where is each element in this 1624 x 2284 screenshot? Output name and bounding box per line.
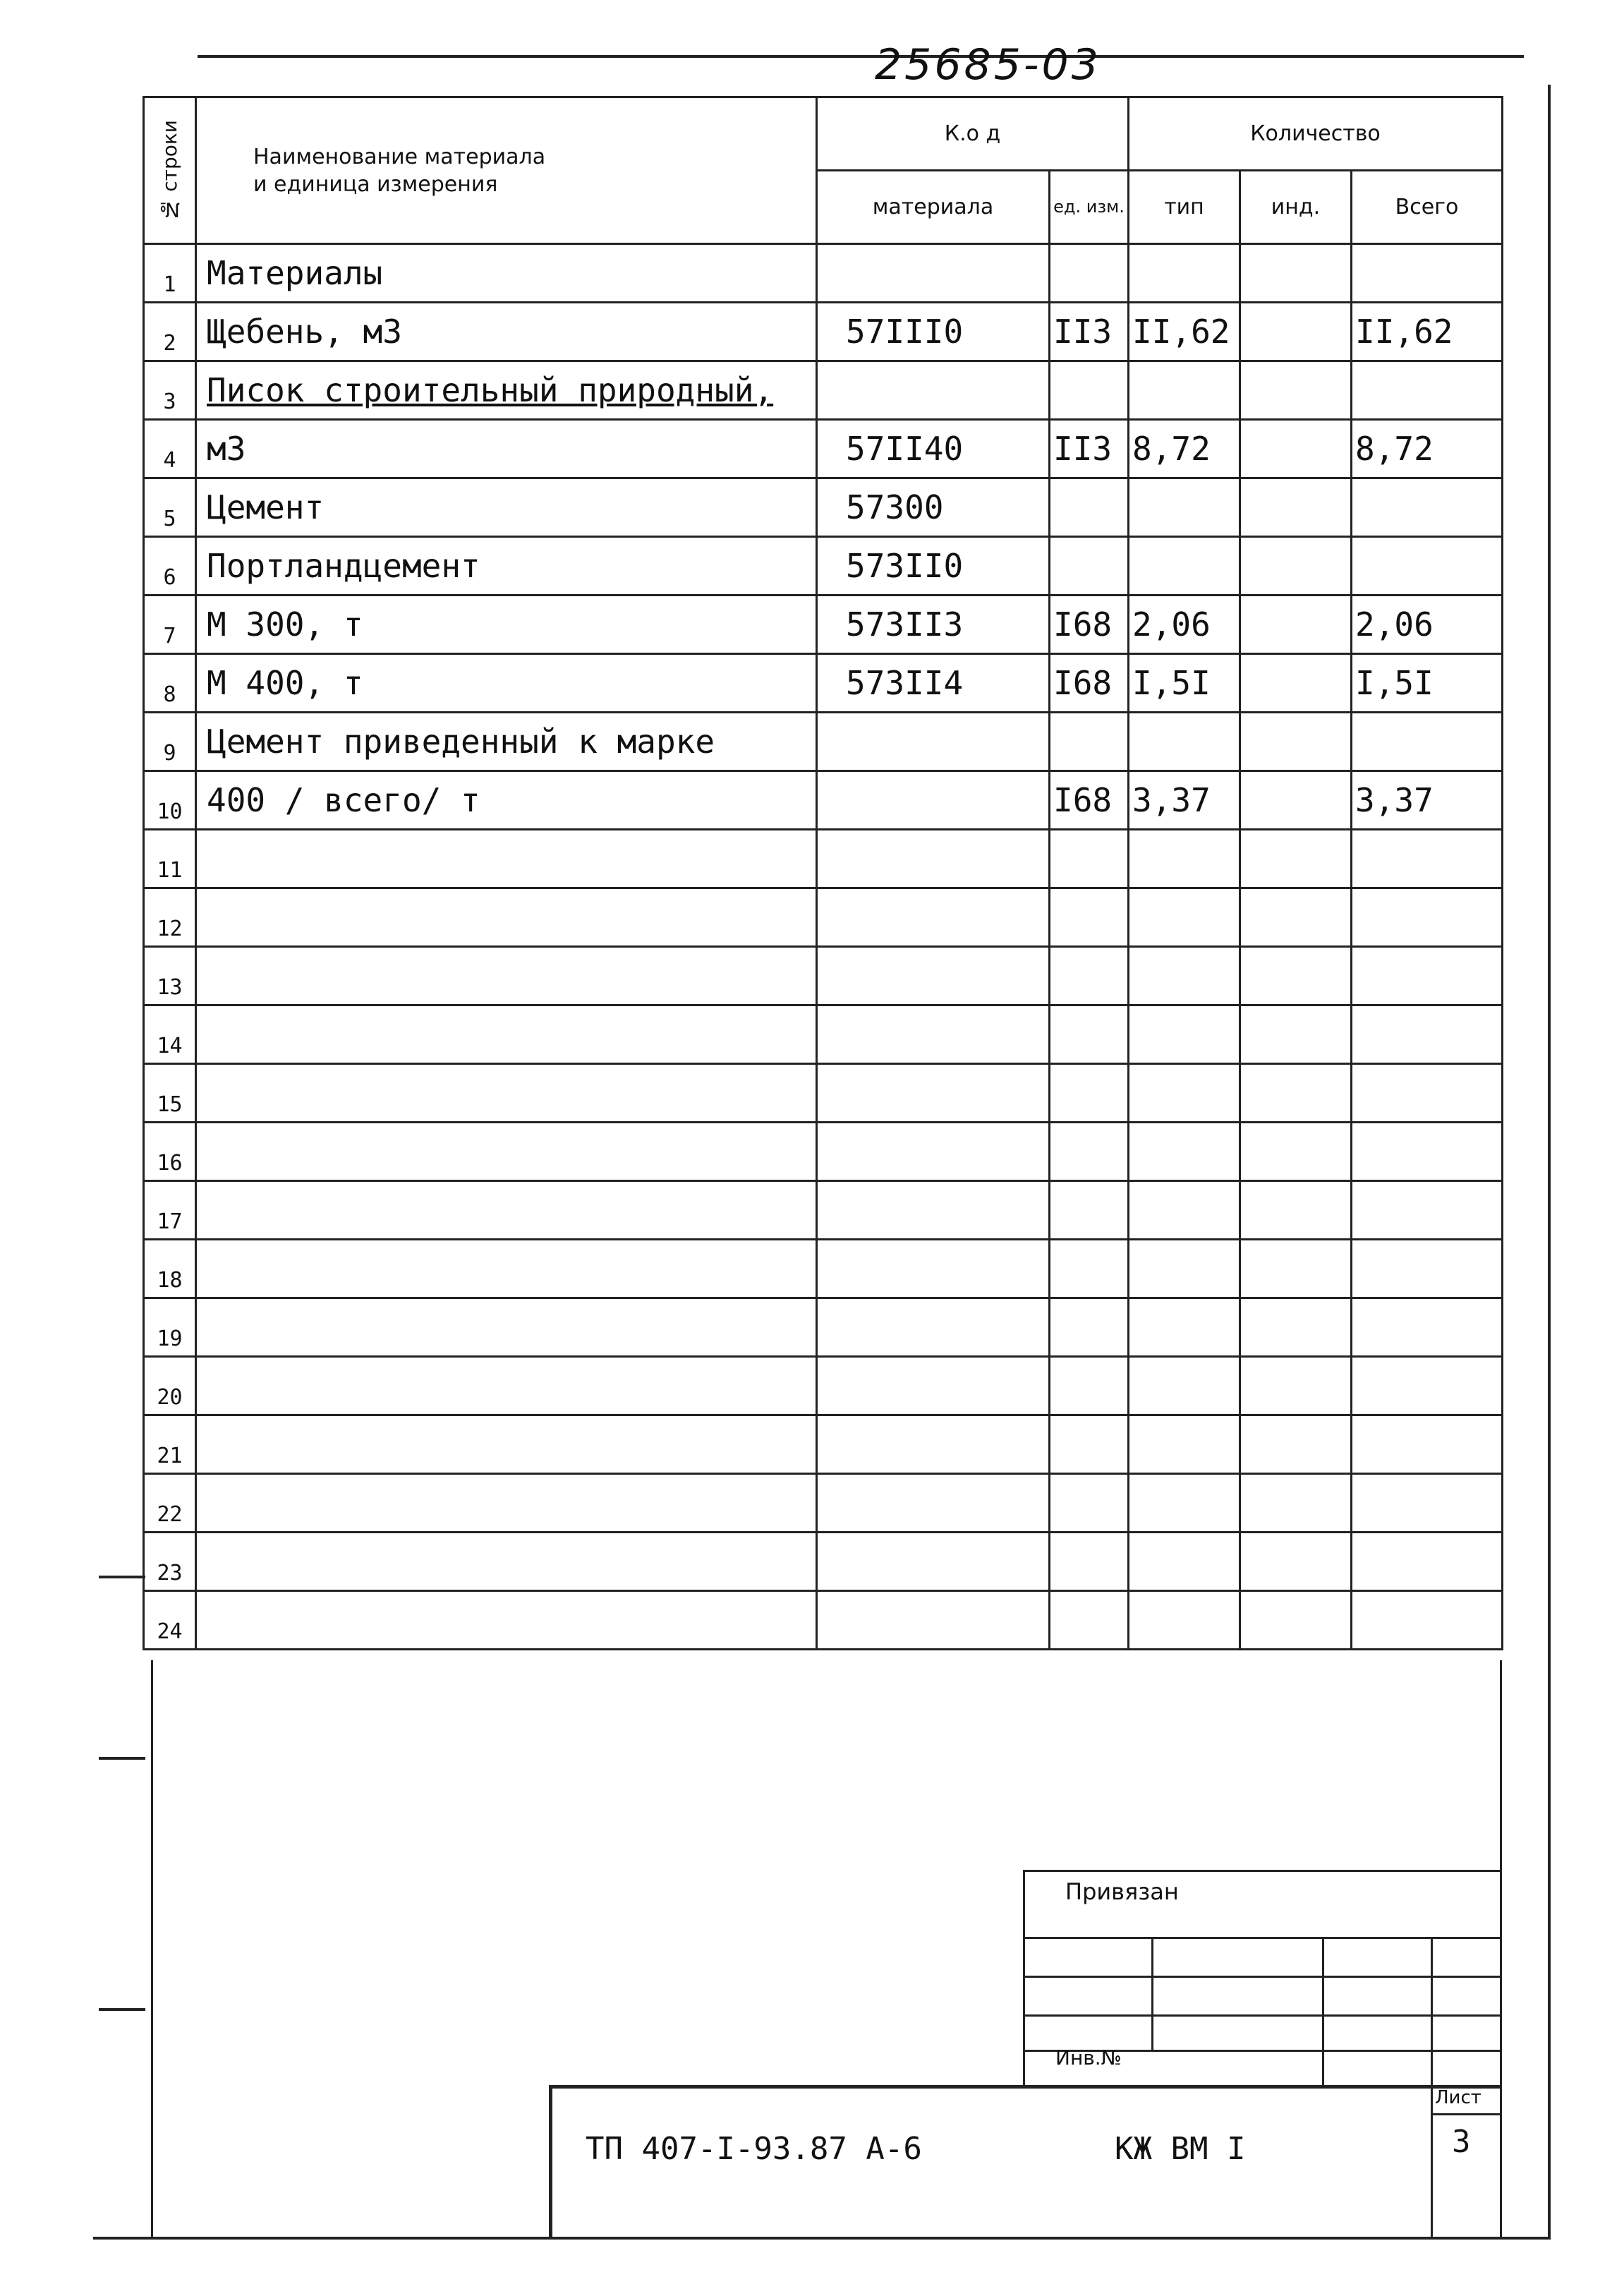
quantity-ind <box>1240 303 1352 361</box>
material-code <box>817 1181 1050 1240</box>
quantity-type <box>1129 830 1240 888</box>
material-code <box>817 947 1050 1005</box>
unit-code <box>1050 1591 1129 1650</box>
material-code: 57300 <box>817 478 1050 537</box>
quantity-total <box>1352 1123 1503 1181</box>
table-row <box>144 1005 1503 1064</box>
row-number: 17 <box>144 1181 196 1240</box>
material-name: Щебень, м3 <box>196 303 817 361</box>
sheet-label: Лист <box>1435 2087 1481 2108</box>
quantity-ind <box>1240 1533 1352 1591</box>
quantity-ind <box>1240 1298 1352 1357</box>
quantity-total: I,5I <box>1352 654 1503 713</box>
row-number: 24 <box>144 1591 196 1650</box>
margin-tick <box>99 2008 145 2011</box>
unit-code: I68 <box>1050 771 1129 830</box>
material-code <box>817 1064 1050 1123</box>
table-row <box>144 478 1503 537</box>
row-number: 3 <box>144 361 196 420</box>
material-name: Материалы <box>196 244 817 303</box>
quantity-ind <box>1240 1474 1352 1533</box>
table-row <box>144 537 1503 596</box>
material-name <box>196 1240 817 1298</box>
material-name: 400 / всего/ т <box>196 771 817 830</box>
row-number: 11 <box>144 830 196 888</box>
material-code <box>817 830 1050 888</box>
unit-code: I68 <box>1050 654 1129 713</box>
quantity-total: 3,37 <box>1352 771 1503 830</box>
table-row <box>144 713 1503 771</box>
material-name <box>196 947 817 1005</box>
binding-row-line <box>1023 1937 1501 1939</box>
material-code <box>817 1533 1050 1591</box>
quantity-total <box>1352 1005 1503 1064</box>
material-name: М 400, т <box>196 654 817 713</box>
quantity-type: 8,72 <box>1129 420 1240 478</box>
quantity-ind <box>1240 361 1352 420</box>
sheet-left-border <box>151 1660 153 2239</box>
unit-code: II3 <box>1050 303 1129 361</box>
quantity-type <box>1129 1474 1240 1533</box>
quantity-total <box>1352 1298 1503 1357</box>
quantity-total <box>1352 888 1503 947</box>
row-number: 15 <box>144 1064 196 1123</box>
material-code <box>817 244 1050 303</box>
quantity-ind <box>1240 1005 1352 1064</box>
quantity-type <box>1129 478 1240 537</box>
quantity-ind <box>1240 830 1352 888</box>
sheet-number-divider <box>1431 2085 1433 2237</box>
material-code: 573II0 <box>817 537 1050 596</box>
material-name <box>196 1005 817 1064</box>
material-code <box>817 1240 1050 1298</box>
quantity-type <box>1129 888 1240 947</box>
table-row <box>144 1533 1503 1591</box>
header-total: Всего <box>1352 171 1503 244</box>
row-number: 22 <box>144 1474 196 1533</box>
table-row <box>144 1298 1503 1357</box>
quantity-type <box>1129 1591 1240 1650</box>
material-name: М 300, т <box>196 596 817 654</box>
unit-code <box>1050 1357 1129 1415</box>
unit-code <box>1050 478 1129 537</box>
material-code: 57III0 <box>817 303 1050 361</box>
binding-row-line <box>1023 2014 1501 2017</box>
quantity-ind <box>1240 947 1352 1005</box>
margin-tick <box>99 1576 145 1578</box>
quantity-total <box>1352 537 1503 596</box>
quantity-total <box>1352 1415 1503 1474</box>
header-type: тип <box>1129 171 1240 244</box>
table-row <box>144 361 1503 420</box>
unit-code <box>1050 830 1129 888</box>
table-row <box>144 1123 1503 1181</box>
quantity-ind <box>1240 1357 1352 1415</box>
unit-code <box>1050 361 1129 420</box>
quantity-total <box>1352 1591 1503 1650</box>
quantity-type <box>1129 1533 1240 1591</box>
document-section: КЖ ВМ I <box>1115 2131 1246 2167</box>
row-number: 4 <box>144 420 196 478</box>
table-row <box>144 244 1503 303</box>
quantity-total <box>1352 713 1503 771</box>
material-name <box>196 1181 817 1240</box>
quantity-total <box>1352 1181 1503 1240</box>
material-name: Писок строительный природный, <box>196 361 817 420</box>
table-row <box>144 1591 1503 1650</box>
unit-code <box>1050 1123 1129 1181</box>
table-row <box>144 420 1503 478</box>
unit-code <box>1050 1298 1129 1357</box>
row-number: 23 <box>144 1533 196 1591</box>
title-strip-top <box>549 2085 1501 2089</box>
unit-code <box>1050 888 1129 947</box>
quantity-total: II,62 <box>1352 303 1503 361</box>
material-code <box>817 713 1050 771</box>
quantity-total <box>1352 1357 1503 1415</box>
material-name <box>196 1591 817 1650</box>
material-code <box>817 1415 1050 1474</box>
quantity-ind <box>1240 420 1352 478</box>
row-number: 5 <box>144 478 196 537</box>
table-row <box>144 830 1503 888</box>
material-code: 57II40 <box>817 420 1050 478</box>
header-code: К.о д <box>817 97 1129 171</box>
material-code <box>817 771 1050 830</box>
material-name <box>196 1533 817 1591</box>
quantity-total: 2,06 <box>1352 596 1503 654</box>
quantity-ind <box>1240 1123 1352 1181</box>
row-number: 16 <box>144 1123 196 1181</box>
row-number: 19 <box>144 1298 196 1357</box>
quantity-ind <box>1240 888 1352 947</box>
unit-code: II3 <box>1050 420 1129 478</box>
margin-tick <box>99 1757 145 1760</box>
table-row <box>144 947 1503 1005</box>
sheet-right-border <box>1500 1660 1502 2239</box>
quantity-total <box>1352 1064 1503 1123</box>
quantity-ind <box>1240 1591 1352 1650</box>
table-row <box>144 1240 1503 1298</box>
material-code <box>817 1005 1050 1064</box>
quantity-ind <box>1240 1415 1352 1474</box>
quantity-total <box>1352 1533 1503 1591</box>
material-code <box>817 1357 1050 1415</box>
table-row <box>144 771 1503 830</box>
material-name <box>196 1064 817 1123</box>
sheet-number: 3 <box>1452 2124 1471 2160</box>
quantity-total <box>1352 1474 1503 1533</box>
quantity-total <box>1352 830 1503 888</box>
unit-code <box>1050 1474 1129 1533</box>
quantity-total: 8,72 <box>1352 420 1503 478</box>
unit-code <box>1050 537 1129 596</box>
row-number: 14 <box>144 1005 196 1064</box>
quantity-type: II,62 <box>1129 303 1240 361</box>
table-row <box>144 1064 1503 1123</box>
material-code: 573II4 <box>817 654 1050 713</box>
binding-block-top <box>1023 1870 1501 1872</box>
document-number: 25685-03 <box>875 40 1101 90</box>
unit-code <box>1050 947 1129 1005</box>
material-name: Портландцемент <box>196 537 817 596</box>
row-number: 9 <box>144 713 196 771</box>
material-code <box>817 1591 1050 1650</box>
unit-code <box>1050 1533 1129 1591</box>
quantity-type <box>1129 1064 1240 1123</box>
frame-bottom-line <box>93 2237 1551 2240</box>
quantity-ind <box>1240 1064 1352 1123</box>
material-code <box>817 888 1050 947</box>
quantity-ind <box>1240 654 1352 713</box>
table-row <box>144 1181 1503 1240</box>
material-name <box>196 830 817 888</box>
header-material-code: материала <box>817 171 1050 244</box>
quantity-type: 2,06 <box>1129 596 1240 654</box>
quantity-total <box>1352 244 1503 303</box>
quantity-type <box>1129 713 1240 771</box>
quantity-type <box>1129 244 1240 303</box>
row-number: 6 <box>144 537 196 596</box>
material-name <box>196 1415 817 1474</box>
row-number: 12 <box>144 888 196 947</box>
table-row <box>144 1474 1503 1533</box>
table-row <box>144 596 1503 654</box>
quantity-total <box>1352 478 1503 537</box>
materials-table <box>143 96 1503 1650</box>
unit-code <box>1050 713 1129 771</box>
quantity-ind <box>1240 771 1352 830</box>
material-code: 573II3 <box>817 596 1050 654</box>
unit-code <box>1050 1005 1129 1064</box>
material-name: м3 <box>196 420 817 478</box>
material-code <box>817 361 1050 420</box>
row-number: 18 <box>144 1240 196 1298</box>
quantity-type <box>1129 361 1240 420</box>
quantity-type <box>1129 1005 1240 1064</box>
quantity-total <box>1352 1240 1503 1298</box>
header-unit: ед. изм. <box>1050 171 1129 244</box>
material-name: Цемент <box>196 478 817 537</box>
table-row <box>144 888 1503 947</box>
header-ind: инд. <box>1240 171 1352 244</box>
quantity-type <box>1129 1298 1240 1357</box>
row-number: 13 <box>144 947 196 1005</box>
header-quantity: Количество <box>1129 97 1503 171</box>
unit-code <box>1050 1181 1129 1240</box>
table-row <box>144 1357 1503 1415</box>
quantity-ind <box>1240 596 1352 654</box>
quantity-total <box>1352 361 1503 420</box>
frame-right-line <box>1548 85 1551 2237</box>
binding-row-line <box>1023 1976 1501 1978</box>
quantity-type <box>1129 947 1240 1005</box>
unit-code <box>1050 1415 1129 1474</box>
row-number: 8 <box>144 654 196 713</box>
material-code <box>817 1123 1050 1181</box>
row-number: 7 <box>144 596 196 654</box>
binding-column-line <box>1431 1937 1433 2085</box>
title-strip-left <box>549 2085 552 2237</box>
quantity-ind <box>1240 537 1352 596</box>
table-row <box>144 303 1503 361</box>
quantity-ind <box>1240 1240 1352 1298</box>
quantity-ind <box>1240 713 1352 771</box>
quantity-ind <box>1240 478 1352 537</box>
material-name <box>196 1123 817 1181</box>
binding-column-line <box>1151 1937 1153 2050</box>
row-number: 21 <box>144 1415 196 1474</box>
binding-column-line <box>1322 1937 1324 2085</box>
header-material-name: Наименование материала и единица измерения <box>196 97 817 244</box>
sheet-label-line <box>1431 2113 1501 2115</box>
quantity-type <box>1129 1415 1240 1474</box>
material-name <box>196 1474 817 1533</box>
inventory-number-label: Инв.№ <box>1055 2046 1122 2070</box>
quantity-type <box>1129 1123 1240 1181</box>
table-row <box>144 654 1503 713</box>
row-number: 20 <box>144 1357 196 1415</box>
quantity-ind <box>1240 1181 1352 1240</box>
material-name <box>196 1357 817 1415</box>
binding-label: Привязан <box>1065 1878 1179 1905</box>
row-number: 1 <box>144 244 196 303</box>
quantity-type <box>1129 1240 1240 1298</box>
frame-top-line <box>198 55 1524 58</box>
quantity-type <box>1129 1357 1240 1415</box>
unit-code <box>1050 1064 1129 1123</box>
material-name <box>196 1298 817 1357</box>
material-name <box>196 888 817 947</box>
document-designation: ТП 407-I-93.87 А-6 <box>586 2131 922 2167</box>
unit-code: I68 <box>1050 596 1129 654</box>
quantity-type: 3,37 <box>1129 771 1240 830</box>
header-row-number: № строки <box>144 97 196 244</box>
material-code <box>817 1298 1050 1357</box>
unit-code <box>1050 244 1129 303</box>
material-name: Цемент приведенный к марке <box>196 713 817 771</box>
material-code <box>817 1474 1050 1533</box>
quantity-ind <box>1240 244 1352 303</box>
unit-code <box>1050 1240 1129 1298</box>
quantity-type <box>1129 1181 1240 1240</box>
row-number: 2 <box>144 303 196 361</box>
row-number: 10 <box>144 771 196 830</box>
quantity-type <box>1129 537 1240 596</box>
quantity-type: I,5I <box>1129 654 1240 713</box>
table-row <box>144 1415 1503 1474</box>
quantity-total <box>1352 947 1503 1005</box>
